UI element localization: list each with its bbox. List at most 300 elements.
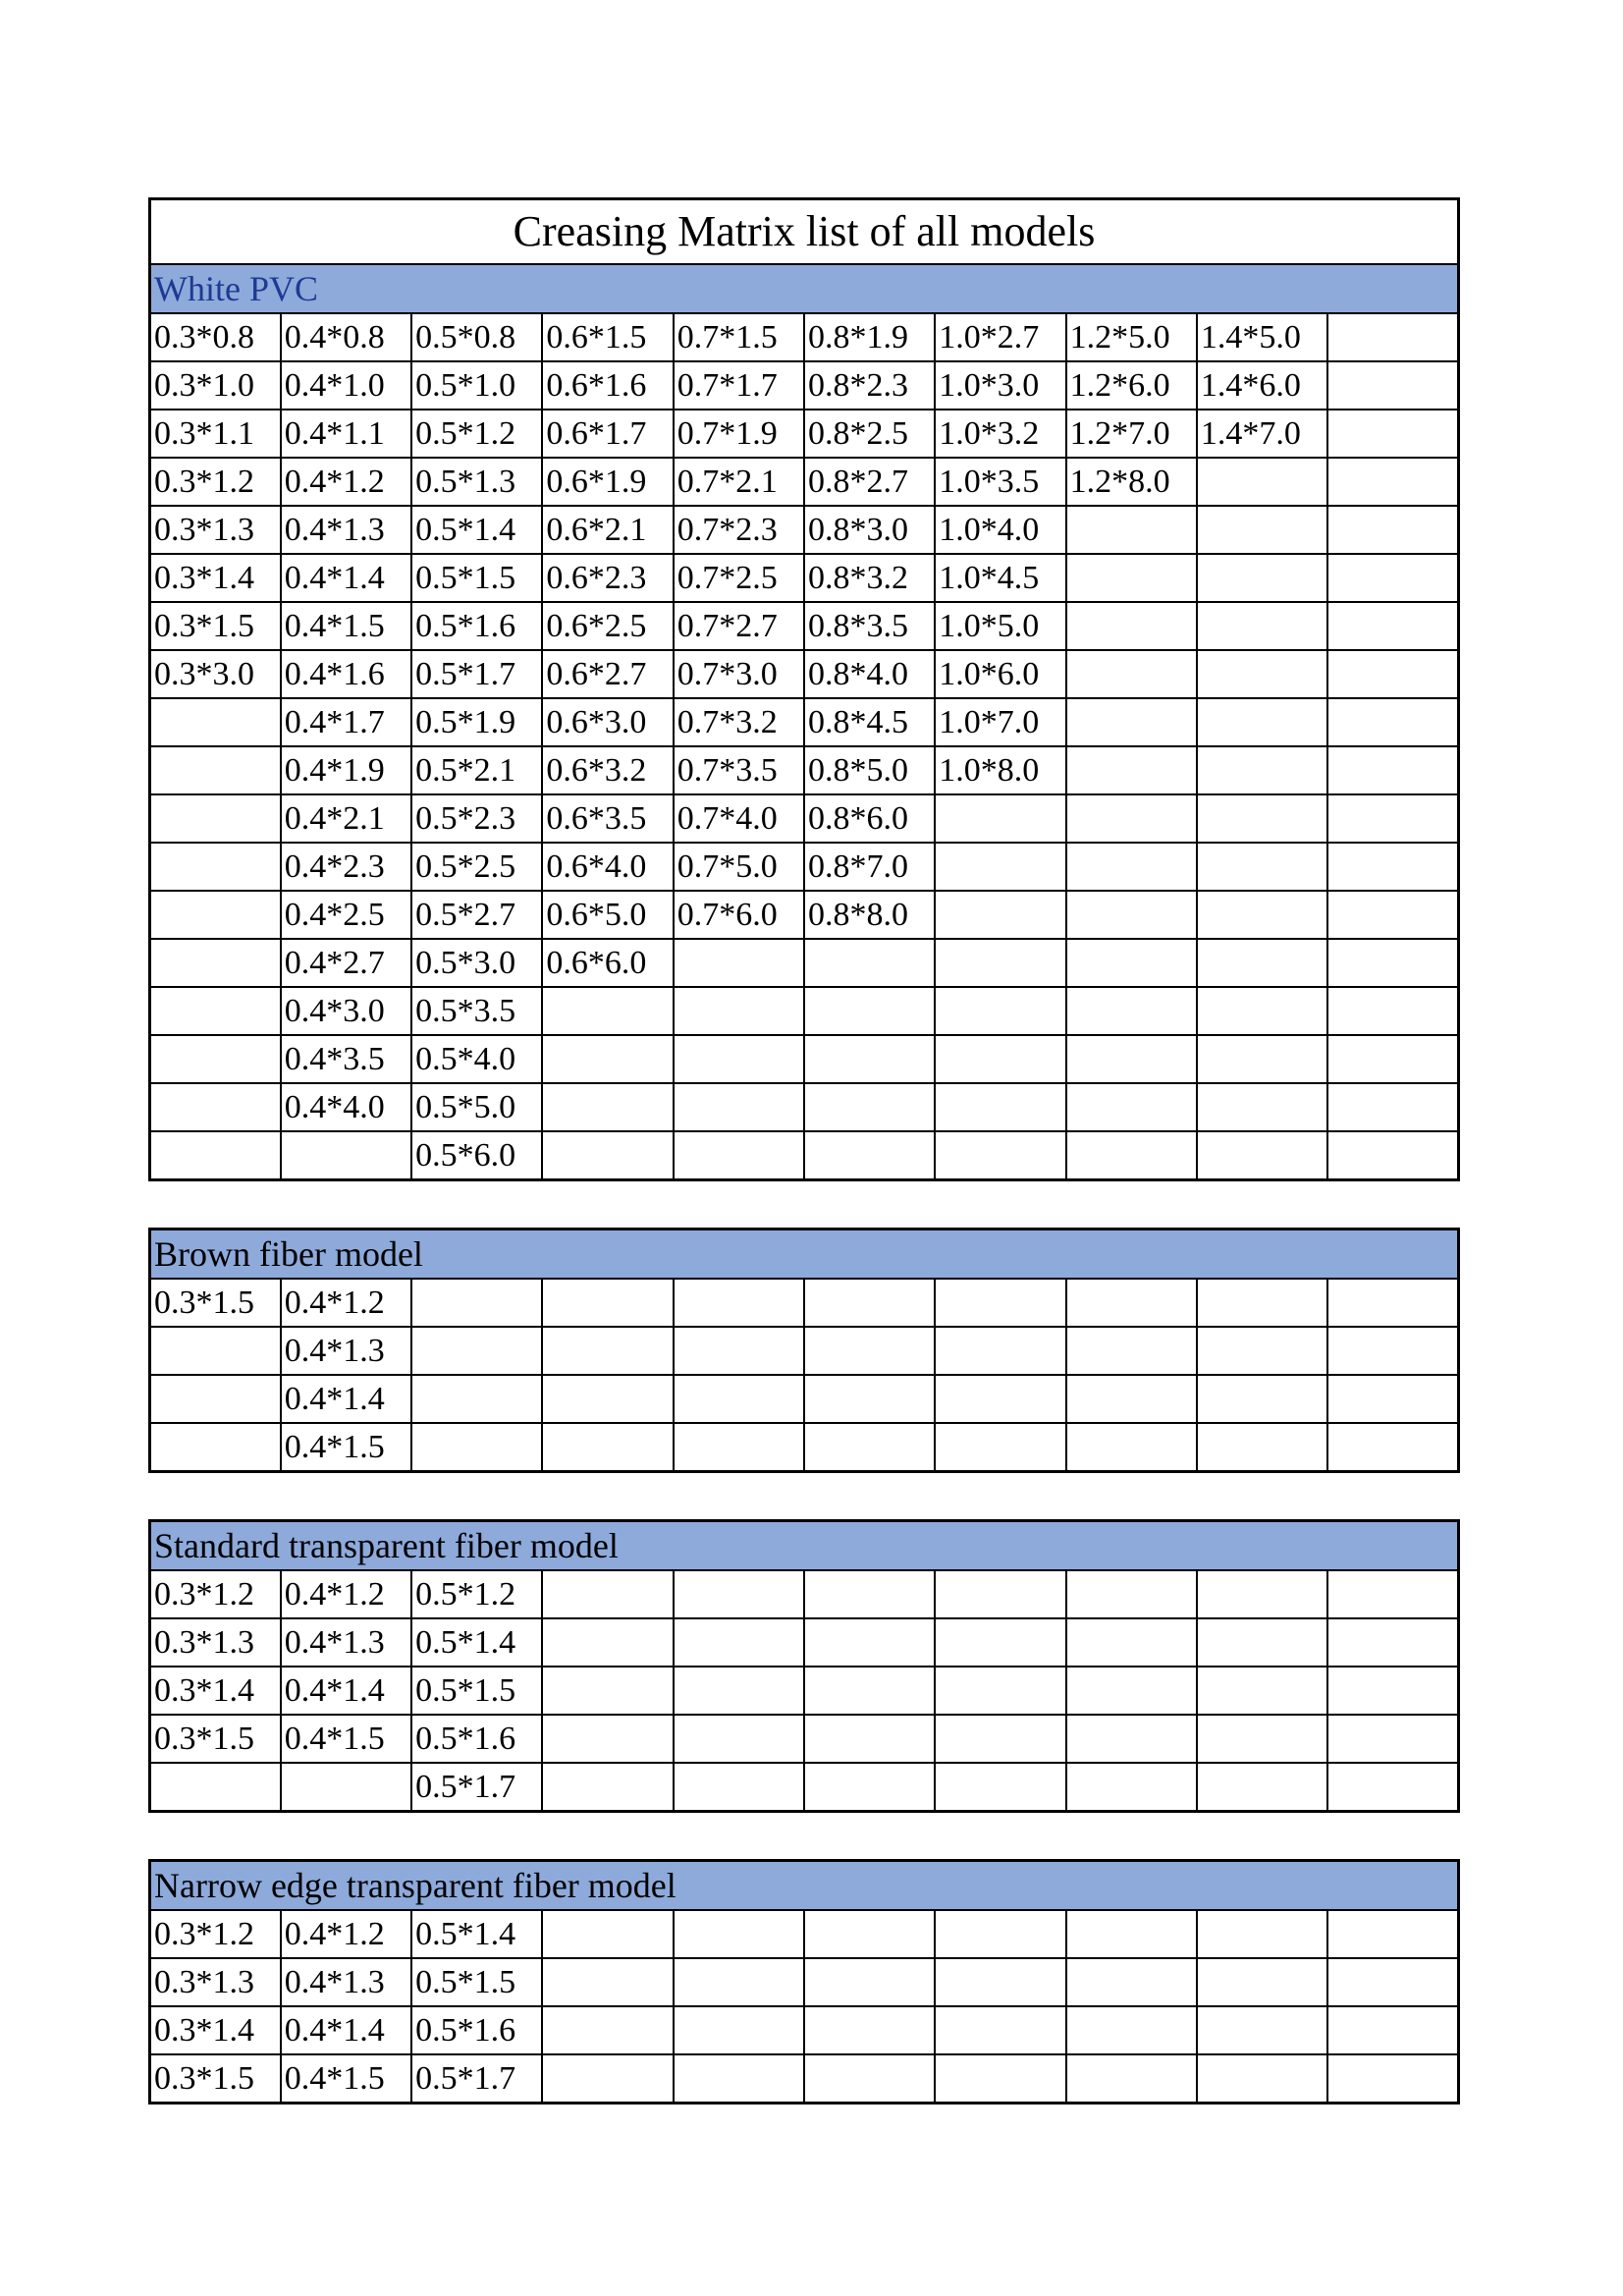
table-cell — [674, 939, 804, 987]
table-cell — [674, 1618, 804, 1667]
table-cell — [150, 1327, 281, 1375]
table-cell: 1.0*4.5 — [935, 554, 1065, 602]
table-cell: 0.8*4.5 — [804, 698, 935, 746]
table-cell: 1.2*5.0 — [1066, 313, 1197, 361]
table-cell — [674, 1327, 804, 1375]
table-cell — [1197, 1910, 1327, 1958]
table-cell — [542, 1131, 673, 1180]
table-cell: 1.0*3.5 — [935, 458, 1065, 506]
table-cell: 0.7*2.5 — [674, 554, 804, 602]
table-cell: 1.4*5.0 — [1197, 313, 1327, 361]
table-cell — [1197, 554, 1327, 602]
table-cell: 0.7*2.3 — [674, 506, 804, 554]
table-cell — [804, 1083, 935, 1131]
table-cell: 0.6*2.7 — [542, 650, 673, 698]
table-row — [150, 650, 1459, 698]
table-cell — [935, 1131, 1065, 1180]
table-cell — [935, 1327, 1065, 1375]
table-cell: 0.6*1.9 — [542, 458, 673, 506]
table-cell — [1197, 746, 1327, 794]
table-cell: 0.7*3.0 — [674, 650, 804, 698]
table-row — [150, 2054, 1459, 2104]
table-cell: 1.0*2.7 — [935, 313, 1065, 361]
table-cell — [542, 1667, 673, 1715]
table-cell — [674, 1570, 804, 1618]
table-cell — [935, 1715, 1065, 1763]
table-cell: 0.3*1.1 — [150, 410, 281, 458]
table-cell: 0.4*0.8 — [281, 313, 411, 361]
table-cell — [1327, 1279, 1458, 1327]
table-cell: 0.8*4.0 — [804, 650, 935, 698]
table-cell: 0.4*1.2 — [281, 1279, 411, 1327]
narrow-edge-transparent-table — [148, 1859, 1460, 2105]
table-cell — [1066, 746, 1197, 794]
table-cell — [804, 1958, 935, 2006]
table-cell: 0.5*4.0 — [411, 1035, 542, 1083]
table-row — [150, 1910, 1459, 1958]
table-cell: 0.4*1.6 — [281, 650, 411, 698]
table-cell: 0.4*3.0 — [281, 987, 411, 1035]
table-cell — [935, 891, 1065, 939]
table-cell — [1327, 602, 1458, 650]
table-cell — [1197, 1035, 1327, 1083]
table-cell — [1066, 554, 1197, 602]
table-row — [150, 1618, 1459, 1667]
table-cell: 0.4*1.5 — [281, 1423, 411, 1472]
table-cell: 1.4*7.0 — [1197, 410, 1327, 458]
table-cell — [1327, 1618, 1458, 1667]
table-cell — [1066, 1083, 1197, 1131]
table-cell — [1066, 1715, 1197, 1763]
table-cell: 0.3*1.3 — [150, 506, 281, 554]
table-cell — [935, 2006, 1065, 2054]
table-row — [150, 1423, 1459, 1472]
table-cell — [674, 2006, 804, 2054]
table-cell — [804, 1375, 935, 1423]
table-cell: 0.5*2.5 — [411, 843, 542, 891]
table-cell: 0.6*1.5 — [542, 313, 673, 361]
table-cell — [150, 1131, 281, 1180]
table-cell — [935, 2054, 1065, 2104]
table-cell — [1327, 1375, 1458, 1423]
table-cell — [1197, 1958, 1327, 2006]
table-cell — [1327, 2054, 1458, 2104]
table-row — [150, 1958, 1459, 2006]
table-cell: 0.3*1.0 — [150, 361, 281, 410]
table-cell — [150, 939, 281, 987]
table-cell — [1197, 458, 1327, 506]
table-cell: 0.5*1.2 — [411, 1570, 542, 1618]
table-cell: 0.6*3.2 — [542, 746, 673, 794]
table-cell: 0.4*1.2 — [281, 1910, 411, 1958]
table-cell — [542, 2054, 673, 2104]
table-cell — [150, 987, 281, 1035]
table-cell — [1066, 1570, 1197, 1618]
table-row — [150, 987, 1459, 1035]
creasing-matrix-sheet — [148, 197, 1457, 2105]
table-row — [150, 891, 1459, 939]
table-cell — [935, 1763, 1065, 1812]
table-cell — [1066, 1035, 1197, 1083]
table-cell: 0.8*2.5 — [804, 410, 935, 458]
table-cell — [674, 987, 804, 1035]
table-cell — [804, 1618, 935, 1667]
table-cell — [804, 1715, 935, 1763]
table-cell: 1.4*6.0 — [1197, 361, 1327, 410]
table-cell: 0.8*6.0 — [804, 794, 935, 843]
table-cell — [281, 1763, 411, 1812]
table-cell — [1066, 602, 1197, 650]
table-cell — [1197, 1131, 1327, 1180]
table-cell — [1197, 1375, 1327, 1423]
table-cell: 0.5*1.4 — [411, 1618, 542, 1667]
table-cell — [411, 1423, 542, 1472]
table-cell — [1197, 794, 1327, 843]
table-cell: 0.3*1.5 — [150, 602, 281, 650]
table-cell: 0.5*1.7 — [411, 1763, 542, 1812]
table-cell: 0.4*1.1 — [281, 410, 411, 458]
table-cell — [1066, 1279, 1197, 1327]
table-row — [150, 458, 1459, 506]
table-cell: 0.5*1.5 — [411, 1958, 542, 2006]
section-gap — [148, 1813, 1457, 1859]
table-cell — [1327, 313, 1458, 361]
page-title: Creasing Matrix list of all models — [150, 199, 1459, 265]
table-cell — [674, 1375, 804, 1423]
table-cell: 0.5*1.5 — [411, 1667, 542, 1715]
table-cell — [1327, 458, 1458, 506]
table-cell: 0.8*3.5 — [804, 602, 935, 650]
table-cell: 0.7*6.0 — [674, 891, 804, 939]
table-cell: 0.5*1.6 — [411, 1715, 542, 1763]
table-cell — [1197, 891, 1327, 939]
table-cell — [542, 1035, 673, 1083]
table-cell: 0.5*1.3 — [411, 458, 542, 506]
table-cell — [1066, 2054, 1197, 2104]
table-cell — [1066, 650, 1197, 698]
table-cell: 0.4*1.4 — [281, 554, 411, 602]
table-cell: 0.5*1.7 — [411, 2054, 542, 2104]
table-cell: 1.2*7.0 — [1066, 410, 1197, 458]
table-cell — [1066, 1131, 1197, 1180]
table-cell — [411, 1327, 542, 1375]
table-cell — [1066, 1763, 1197, 1812]
table-cell: 0.8*3.2 — [804, 554, 935, 602]
table-cell — [1066, 1327, 1197, 1375]
table-cell: 0.5*2.1 — [411, 746, 542, 794]
table-cell — [150, 698, 281, 746]
table-cell: 0.5*3.5 — [411, 987, 542, 1035]
table-cell: 0.5*5.0 — [411, 1083, 542, 1131]
table-cell: 0.4*2.5 — [281, 891, 411, 939]
table-cell: 1.0*3.0 — [935, 361, 1065, 410]
table-cell — [1327, 746, 1458, 794]
table-cell: 0.4*1.5 — [281, 2054, 411, 2104]
table-cell: 0.5*1.4 — [411, 506, 542, 554]
brown-fiber-table — [148, 1228, 1460, 1473]
table-cell — [1327, 1667, 1458, 1715]
table-cell — [1327, 1083, 1458, 1131]
table-cell — [1327, 554, 1458, 602]
table-cell — [804, 2054, 935, 2104]
table-cell — [674, 1667, 804, 1715]
table-cell: 0.6*5.0 — [542, 891, 673, 939]
table-cell: 0.3*1.5 — [150, 1715, 281, 1763]
table-cell: 0.5*1.9 — [411, 698, 542, 746]
table-cell: 0.4*1.3 — [281, 1618, 411, 1667]
table-cell — [1197, 650, 1327, 698]
table-cell — [1066, 987, 1197, 1035]
table-row — [150, 602, 1459, 650]
table-cell: 0.4*1.5 — [281, 602, 411, 650]
table-cell — [1327, 1131, 1458, 1180]
table-cell — [1197, 698, 1327, 746]
table-cell: 0.3*1.3 — [150, 1618, 281, 1667]
table-cell — [674, 1958, 804, 2006]
table-cell: 0.5*1.5 — [411, 554, 542, 602]
table-cell — [542, 1327, 673, 1375]
table-cell: 1.2*8.0 — [1066, 458, 1197, 506]
table-cell — [674, 1279, 804, 1327]
table-cell: 0.6*2.5 — [542, 602, 673, 650]
table-cell: 0.3*3.0 — [150, 650, 281, 698]
table-row — [150, 410, 1459, 458]
table-cell — [1197, 2054, 1327, 2104]
table-cell: 0.3*1.3 — [150, 1958, 281, 2006]
table-cell: 0.8*1.9 — [804, 313, 935, 361]
table-cell: 0.5*1.6 — [411, 602, 542, 650]
table-cell: 0.4*1.4 — [281, 2006, 411, 2054]
table-row — [150, 2006, 1459, 2054]
table-cell: 1.0*4.0 — [935, 506, 1065, 554]
table-cell — [1197, 1715, 1327, 1763]
table-cell — [1197, 1083, 1327, 1131]
table-cell — [281, 1131, 411, 1180]
section-blocks — [148, 197, 1457, 2105]
table-cell: 0.5*1.4 — [411, 1910, 542, 1958]
table-row — [150, 1570, 1459, 1618]
table-cell: 0.4*1.2 — [281, 458, 411, 506]
table-cell: 0.3*1.5 — [150, 2054, 281, 2104]
table-cell: 0.7*3.5 — [674, 746, 804, 794]
table-cell — [1327, 1763, 1458, 1812]
table-cell: 0.8*2.3 — [804, 361, 935, 410]
table-cell — [1197, 2006, 1327, 2054]
table-cell — [935, 843, 1065, 891]
table-cell: 1.2*6.0 — [1066, 361, 1197, 410]
table-cell — [674, 1083, 804, 1131]
table-cell — [935, 987, 1065, 1035]
table-cell — [1197, 939, 1327, 987]
table-cell: 0.5*2.3 — [411, 794, 542, 843]
table-cell — [411, 1279, 542, 1327]
white-pvc-table — [148, 197, 1460, 1181]
table-cell: 0.8*2.7 — [804, 458, 935, 506]
table-cell — [542, 1375, 673, 1423]
table-cell — [1197, 1667, 1327, 1715]
table-cell — [935, 1035, 1065, 1083]
table-cell: 0.4*2.1 — [281, 794, 411, 843]
table-cell — [1197, 1279, 1327, 1327]
table-cell — [804, 1423, 935, 1472]
table-cell — [1327, 987, 1458, 1035]
table-cell — [1066, 1667, 1197, 1715]
table-cell: 1.0*5.0 — [935, 602, 1065, 650]
table-cell: 0.7*5.0 — [674, 843, 804, 891]
table-cell — [804, 1570, 935, 1618]
table-cell — [1197, 602, 1327, 650]
table-cell: 0.6*6.0 — [542, 939, 673, 987]
table-row — [150, 843, 1459, 891]
table-cell: 0.7*4.0 — [674, 794, 804, 843]
table-cell: 1.0*3.2 — [935, 410, 1065, 458]
table-cell — [1327, 650, 1458, 698]
table-cell — [150, 843, 281, 891]
table-cell — [1327, 1327, 1458, 1375]
table-cell: 0.4*2.7 — [281, 939, 411, 987]
table-cell — [150, 1083, 281, 1131]
table-row — [150, 1763, 1459, 1812]
table-cell: 0.4*1.2 — [281, 1570, 411, 1618]
table-cell: 1.0*8.0 — [935, 746, 1065, 794]
table-cell: 0.6*3.0 — [542, 698, 673, 746]
table-row — [150, 1279, 1459, 1327]
table-cell: 0.4*1.4 — [281, 1375, 411, 1423]
table-row — [150, 361, 1459, 410]
table-cell: 1.0*7.0 — [935, 698, 1065, 746]
table-cell: 0.4*4.0 — [281, 1083, 411, 1131]
table-cell: 0.3*0.8 — [150, 313, 281, 361]
table-cell — [1327, 939, 1458, 987]
table-cell — [150, 1423, 281, 1472]
table-cell — [1197, 843, 1327, 891]
table-cell — [1327, 1715, 1458, 1763]
table-row — [150, 1715, 1459, 1763]
table-cell: 0.3*1.4 — [150, 554, 281, 602]
table-cell — [1066, 1618, 1197, 1667]
table-cell — [150, 1375, 281, 1423]
table-cell — [804, 1279, 935, 1327]
table-cell — [1197, 1327, 1327, 1375]
table-cell: 0.7*2.1 — [674, 458, 804, 506]
table-cell: 0.6*2.3 — [542, 554, 673, 602]
table-cell — [1327, 361, 1458, 410]
table-cell: 0.7*1.7 — [674, 361, 804, 410]
table-cell: 0.5*1.2 — [411, 410, 542, 458]
table-cell — [1066, 891, 1197, 939]
table-cell — [542, 1279, 673, 1327]
table-cell — [804, 2006, 935, 2054]
table-cell — [1197, 1763, 1327, 1812]
table-cell — [542, 1618, 673, 1667]
table-row — [150, 1375, 1459, 1423]
table-cell — [674, 1035, 804, 1083]
table-cell — [542, 1763, 673, 1812]
table-cell — [150, 746, 281, 794]
table-cell — [1327, 1423, 1458, 1472]
table-cell — [542, 1958, 673, 2006]
table-cell — [935, 1958, 1065, 2006]
table-cell: 0.5*6.0 — [411, 1131, 542, 1180]
table-row — [150, 1667, 1459, 1715]
table-cell — [1327, 410, 1458, 458]
table-cell — [1066, 794, 1197, 843]
table-cell — [1327, 1910, 1458, 1958]
table-cell — [804, 1667, 935, 1715]
table-cell — [674, 1423, 804, 1472]
table-cell — [674, 1763, 804, 1812]
table-cell — [1066, 2006, 1197, 2054]
table-cell: 0.5*3.0 — [411, 939, 542, 987]
section-gap — [148, 1181, 1457, 1228]
table-cell: 0.6*3.5 — [542, 794, 673, 843]
table-cell: 0.8*8.0 — [804, 891, 935, 939]
table-cell — [1066, 1910, 1197, 1958]
table-cell: 0.8*7.0 — [804, 843, 935, 891]
standard-transparent-section-header: Standard transparent fiber model — [150, 1521, 1459, 1571]
white-pvc-section-header: White PVC — [150, 264, 1459, 313]
table-cell — [1066, 1375, 1197, 1423]
table-cell: 1.0*6.0 — [935, 650, 1065, 698]
standard-transparent-table — [148, 1519, 1460, 1813]
table-cell — [804, 1763, 935, 1812]
table-cell — [935, 1423, 1065, 1472]
table-cell — [150, 1035, 281, 1083]
table-cell: 0.5*2.7 — [411, 891, 542, 939]
table-cell — [804, 987, 935, 1035]
table-cell: 0.4*2.3 — [281, 843, 411, 891]
table-cell: 0.3*1.4 — [150, 1667, 281, 1715]
table-cell: 0.5*1.0 — [411, 361, 542, 410]
table-row — [150, 794, 1459, 843]
table-cell — [542, 1910, 673, 1958]
table-cell — [804, 1131, 935, 1180]
table-cell — [542, 987, 673, 1035]
table-row — [150, 698, 1459, 746]
table-cell — [150, 891, 281, 939]
table-cell — [1066, 843, 1197, 891]
table-cell — [1327, 843, 1458, 891]
table-cell: 0.4*1.3 — [281, 1327, 411, 1375]
table-cell: 0.3*1.4 — [150, 2006, 281, 2054]
table-row — [150, 506, 1459, 554]
table-cell — [935, 1667, 1065, 1715]
table-cell — [804, 1910, 935, 1958]
table-row — [150, 313, 1459, 361]
table-cell: 0.7*1.5 — [674, 313, 804, 361]
table-cell — [935, 1375, 1065, 1423]
table-cell: 0.8*3.0 — [804, 506, 935, 554]
table-cell: 0.5*0.8 — [411, 313, 542, 361]
table-cell — [804, 1035, 935, 1083]
table-cell — [804, 939, 935, 987]
table-cell: 0.4*1.0 — [281, 361, 411, 410]
table-cell — [1197, 1423, 1327, 1472]
table-cell — [935, 939, 1065, 987]
table-cell — [542, 1423, 673, 1472]
table-cell — [1327, 506, 1458, 554]
table-cell — [804, 1327, 935, 1375]
table-cell — [935, 1083, 1065, 1131]
table-row — [150, 554, 1459, 602]
brown-fiber-section-header: Brown fiber model — [150, 1230, 1459, 1280]
table-cell: 0.4*1.4 — [281, 1667, 411, 1715]
table-cell: 0.7*1.9 — [674, 410, 804, 458]
table-cell — [1327, 698, 1458, 746]
table-cell — [1327, 891, 1458, 939]
table-cell — [935, 794, 1065, 843]
table-cell — [1066, 698, 1197, 746]
